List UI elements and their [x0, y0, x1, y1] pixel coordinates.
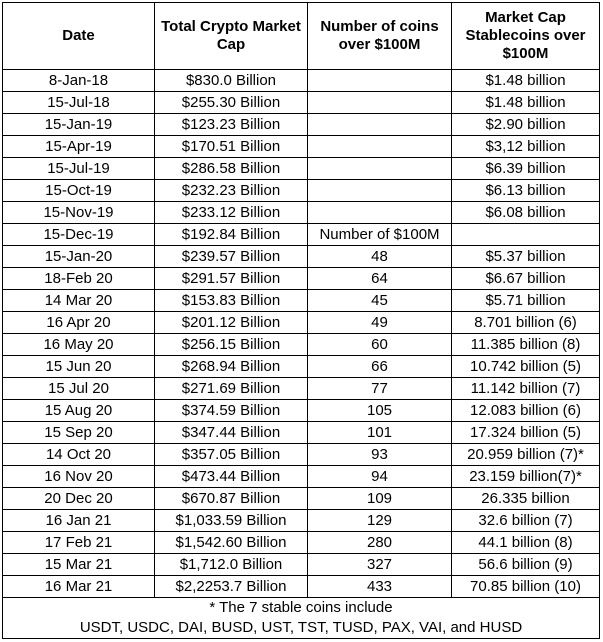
cell-number-of-coins: 327	[308, 554, 452, 576]
table-row	[3, 532, 600, 554]
table-row	[3, 114, 600, 136]
cell-number-of-coins: 64	[308, 268, 452, 290]
table-row	[3, 488, 600, 510]
table-row	[3, 400, 600, 422]
cell-date: 17 Feb 21	[3, 532, 155, 554]
cell-market-cap-stablecoins: $6.39 billion	[452, 158, 600, 180]
cell-market-cap-stablecoins: 20.959 billion (7)*	[452, 444, 600, 466]
cell-total-crypto-market-cap: $170.51 Billion	[155, 136, 308, 158]
table-row	[3, 136, 600, 158]
cell-number-of-coins: 48	[308, 246, 452, 268]
cell-market-cap-stablecoins: $6.08 billion	[452, 202, 600, 224]
cell-date: 16 May 20	[3, 334, 155, 356]
table-row	[3, 444, 600, 466]
cell-total-crypto-market-cap: $233.12 Billion	[155, 202, 308, 224]
cell-total-crypto-market-cap: $268.94 Billion	[155, 356, 308, 378]
cell-number-of-coins: 105	[308, 400, 452, 422]
table-row	[3, 466, 600, 488]
cell-number-of-coins	[308, 92, 452, 114]
table-row	[3, 224, 600, 246]
cell-market-cap-stablecoins: $1.48 billion	[452, 70, 600, 92]
cell-date: 15 Sep 20	[3, 422, 155, 444]
cell-date: 15-Dec-19	[3, 224, 155, 246]
cell-total-crypto-market-cap: $830.0 Billion	[155, 70, 308, 92]
cell-number-of-coins	[308, 70, 452, 92]
cell-total-crypto-market-cap: $286.58 Billion	[155, 158, 308, 180]
cell-market-cap-stablecoins: 11.385 billion (8)	[452, 334, 600, 356]
cell-market-cap-stablecoins: 44.1 billion (8)	[452, 532, 600, 554]
cell-number-of-coins: 101	[308, 422, 452, 444]
cell-total-crypto-market-cap: $473.44 Billion	[155, 466, 308, 488]
cell-date: 14 Oct 20	[3, 444, 155, 466]
cell-total-crypto-market-cap: $1,033.59 Billion	[155, 510, 308, 532]
cell-date: 15-Jul-19	[3, 158, 155, 180]
cell-number-of-coins: 433	[308, 576, 452, 598]
cell-total-crypto-market-cap: $2,2253.7 Billion	[155, 576, 308, 598]
table-row	[3, 290, 600, 312]
cell-number-of-coins: 77	[308, 378, 452, 400]
cell-date: 14 Mar 20	[3, 290, 155, 312]
cell-number-of-coins: Number of $100M	[308, 224, 452, 246]
table-row	[3, 554, 600, 576]
cell-market-cap-stablecoins	[452, 224, 600, 246]
cell-date: 15-Oct-19	[3, 180, 155, 202]
cell-date: 15 Jun 20	[3, 356, 155, 378]
cell-market-cap-stablecoins: $6.67 billion	[452, 268, 600, 290]
cell-total-crypto-market-cap: $255.30 Billion	[155, 92, 308, 114]
cell-total-crypto-market-cap: $357.05 Billion	[155, 444, 308, 466]
cell-number-of-coins: 45	[308, 290, 452, 312]
cell-total-crypto-market-cap: $271.69 Billion	[155, 378, 308, 400]
cell-number-of-coins	[308, 158, 452, 180]
table-row	[3, 576, 600, 598]
cell-date: 16 Mar 21	[3, 576, 155, 598]
cell-total-crypto-market-cap: $1,712.0 Billion	[155, 554, 308, 576]
cell-market-cap-stablecoins: $5.37 billion	[452, 246, 600, 268]
cell-number-of-coins: 66	[308, 356, 452, 378]
table-row	[3, 158, 600, 180]
cell-number-of-coins: 94	[308, 466, 452, 488]
table-row	[3, 334, 600, 356]
cell-number-of-coins	[308, 114, 452, 136]
cell-total-crypto-market-cap: $201.12 Billion	[155, 312, 308, 334]
cell-date: 15 Jul 20	[3, 378, 155, 400]
cell-market-cap-stablecoins: 32.6 billion (7)	[452, 510, 600, 532]
table-row	[3, 356, 600, 378]
table-row	[3, 268, 600, 290]
cell-market-cap-stablecoins: $5.71 billion	[452, 290, 600, 312]
footnote-line-1: * The 7 stable coins include	[209, 599, 393, 616]
cell-market-cap-stablecoins: $6.13 billion	[452, 180, 600, 202]
header-date: Date	[3, 3, 155, 70]
header-number-of-coins: Number of coins over $100M	[308, 3, 452, 70]
footnote-cell	[3, 598, 600, 639]
cell-date: 15-Jan-19	[3, 114, 155, 136]
cell-total-crypto-market-cap: $670.87 Billion	[155, 488, 308, 510]
cell-date: 15 Mar 21	[3, 554, 155, 576]
cell-date: 15-Nov-19	[3, 202, 155, 224]
cell-number-of-coins	[308, 136, 452, 158]
cell-total-crypto-market-cap: $123.23 Billion	[155, 114, 308, 136]
cell-date: 8-Jan-18	[3, 70, 155, 92]
cell-market-cap-stablecoins: 12.083 billion (6)	[452, 400, 600, 422]
cell-market-cap-stablecoins: 11.142 billion (7)	[452, 378, 600, 400]
cell-date: 15 Aug 20	[3, 400, 155, 422]
cell-date: 16 Apr 20	[3, 312, 155, 334]
cell-number-of-coins: 60	[308, 334, 452, 356]
cell-total-crypto-market-cap: $192.84 Billion	[155, 224, 308, 246]
header-market-cap-stablecoins: Market Cap Stablecoins over $100M	[452, 3, 600, 70]
cell-market-cap-stablecoins: 10.742 billion (5)	[452, 356, 600, 378]
cell-total-crypto-market-cap: $291.57 Billion	[155, 268, 308, 290]
cell-number-of-coins: 109	[308, 488, 452, 510]
cell-market-cap-stablecoins: 26.335 billion	[452, 488, 600, 510]
cell-number-of-coins: 129	[308, 510, 452, 532]
table-row	[3, 246, 600, 268]
cell-number-of-coins: 93	[308, 444, 452, 466]
cell-number-of-coins: 280	[308, 532, 452, 554]
cell-number-of-coins: 49	[308, 312, 452, 334]
table-row	[3, 378, 600, 400]
cell-total-crypto-market-cap: $256.15 Billion	[155, 334, 308, 356]
cell-total-crypto-market-cap: $153.83 Billion	[155, 290, 308, 312]
cell-total-crypto-market-cap: $239.57 Billion	[155, 246, 308, 268]
cell-market-cap-stablecoins: 23.159 billion(7)*	[452, 466, 600, 488]
header-total-crypto-market-cap: Total Crypto Market Cap	[155, 3, 308, 70]
cell-total-crypto-market-cap: $1,542.60 Billion	[155, 532, 308, 554]
cell-date: 20 Dec 20	[3, 488, 155, 510]
cell-market-cap-stablecoins: $3,12 billion	[452, 136, 600, 158]
table-row	[3, 92, 600, 114]
cell-date: 16 Nov 20	[3, 466, 155, 488]
cell-total-crypto-market-cap: $232.23 Billion	[155, 180, 308, 202]
cell-market-cap-stablecoins: $1.48 billion	[452, 92, 600, 114]
footnote-row	[3, 598, 600, 639]
cell-market-cap-stablecoins: 70.85 billion (10)	[452, 576, 600, 598]
table-row	[3, 70, 600, 92]
cell-market-cap-stablecoins: 17.324 billion (5)	[452, 422, 600, 444]
cell-date: 15-Jul-18	[3, 92, 155, 114]
cell-number-of-coins	[308, 202, 452, 224]
cell-number-of-coins	[308, 180, 452, 202]
table-body	[3, 70, 600, 598]
cell-market-cap-stablecoins: 56.6 billion (9)	[452, 554, 600, 576]
table-row	[3, 312, 600, 334]
cell-total-crypto-market-cap: $347.44 Billion	[155, 422, 308, 444]
cell-date: 18-Feb 20	[3, 268, 155, 290]
cell-date: 15-Apr-19	[3, 136, 155, 158]
cell-market-cap-stablecoins: $2.90 billion	[452, 114, 600, 136]
footnote-line-2: USDT, USDC, DAI, BUSD, UST, TST, TUSD, PAX, VAI, and HUSD	[79, 619, 523, 636]
table-row	[3, 202, 600, 224]
cell-total-crypto-market-cap: $374.59 Billion	[155, 400, 308, 422]
header-row	[3, 3, 600, 70]
crypto-market-cap-table	[2, 2, 600, 639]
table-row	[3, 510, 600, 532]
table-row	[3, 180, 600, 202]
cell-market-cap-stablecoins: 8.701 billion (6)	[452, 312, 600, 334]
table-row	[3, 422, 600, 444]
cell-date: 15-Jan-20	[3, 246, 155, 268]
cell-date: 16 Jan 21	[3, 510, 155, 532]
